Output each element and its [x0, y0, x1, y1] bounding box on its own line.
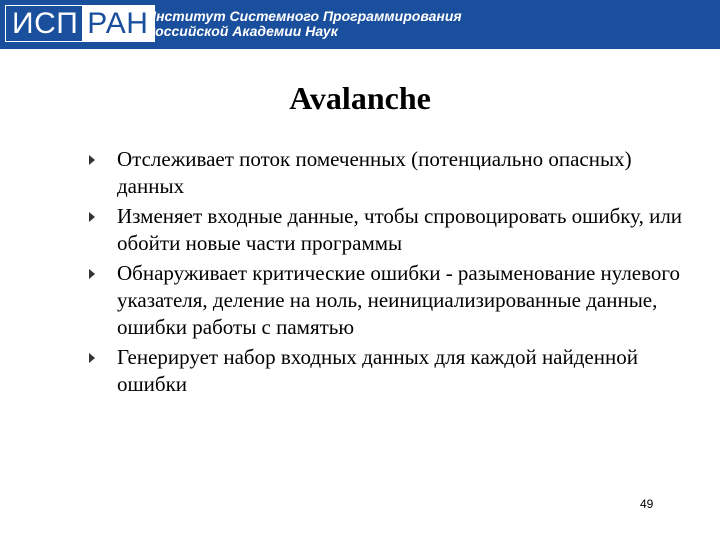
slide-title: Avalanche: [289, 80, 431, 116]
bullet-item: [88, 146, 688, 200]
logo-text-ran: РАН: [82, 6, 154, 41]
page-number: 49: [640, 497, 654, 511]
bullet-text: Изменяет входные данные, чтобы спровоцировать ошибку, или обойти новые части программы: [117, 204, 683, 255]
bullet-item: [88, 344, 688, 398]
bullet-item: [88, 260, 688, 341]
ispras-logo: [5, 5, 155, 42]
bullet-text: Генерирует набор входных данных для каждой найденной ошибки: [117, 345, 638, 396]
bullet-arrow-icon: [89, 155, 95, 165]
bullet-arrow-icon: [89, 269, 95, 279]
bullet-arrow-icon: [89, 212, 95, 222]
logo-text-isp: ИСП: [6, 6, 82, 41]
bullet-text: Отслеживает поток помеченных (потенциально опасных) данных: [117, 147, 632, 198]
header-bar: [0, 0, 720, 49]
bullet-text: Обнаруживает критические ошибки - разыменование нулевого указателя, деление на ноль, неинициализированные данные, ошибки работы с памятью: [117, 261, 680, 339]
bullet-item: [88, 203, 688, 257]
bullet-arrow-icon: [89, 353, 95, 363]
institute-name-line2: Российской Академии Наук: [146, 23, 338, 39]
institute-name: [146, 9, 462, 39]
institute-name-line1: Институт Системного Программирования: [146, 8, 462, 24]
bullet-list: [88, 146, 688, 401]
